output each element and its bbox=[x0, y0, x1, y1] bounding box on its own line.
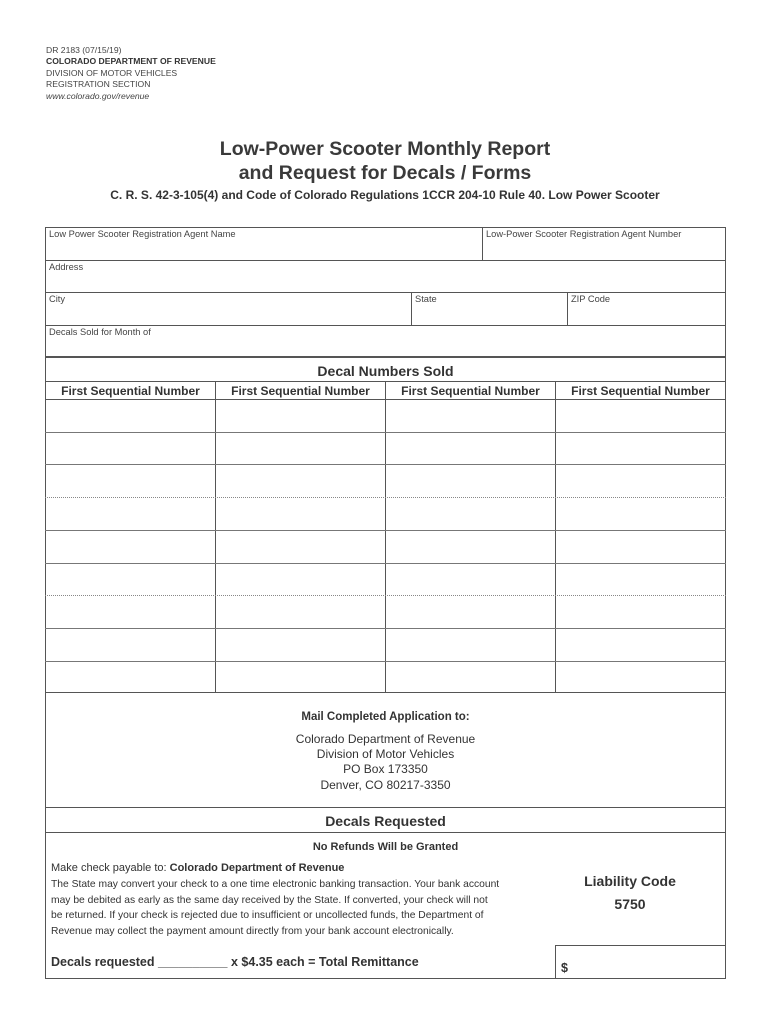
payable-prefix: Make check payable to: bbox=[51, 862, 170, 874]
form-subtitle: C. R. S. 42-3-105(4) and Code of Colorado Regulations 1CCR 204-10 Rule 40. Low Power Scooter bbox=[110, 188, 660, 202]
decal-number-cell[interactable] bbox=[556, 531, 725, 562]
form-number: DR 2183 (07/15/19) bbox=[46, 45, 122, 55]
zip-field[interactable]: ZIP Code bbox=[571, 294, 611, 304]
decal-number-cell[interactable] bbox=[386, 531, 554, 562]
decals-requested-heading: Decals Requested bbox=[325, 813, 446, 829]
city-field[interactable]: City bbox=[49, 294, 66, 304]
decal-number-cell[interactable] bbox=[216, 400, 384, 431]
mail-address-line2: Division of Motor Vehicles bbox=[316, 747, 455, 761]
column-header-4: First Sequential Number bbox=[571, 384, 710, 398]
decal-number-cell[interactable] bbox=[386, 564, 554, 595]
liability-code-value: 5750 bbox=[614, 896, 646, 912]
payable-to: Colorado Department of Revenue bbox=[169, 862, 345, 874]
decal-number-cell[interactable] bbox=[216, 564, 384, 595]
decal-number-cell[interactable] bbox=[46, 629, 214, 660]
notice-line2: may be debited as early as the same day received by the State. If converted, your check will not bbox=[51, 894, 488, 906]
decal-number-cell[interactable] bbox=[556, 596, 725, 627]
department-name: COLORADO DEPARTMENT OF REVENUE bbox=[46, 56, 216, 67]
decal-number-cell[interactable] bbox=[556, 400, 725, 431]
decal-number-cell[interactable] bbox=[216, 629, 384, 660]
decal-number-cell[interactable] bbox=[46, 531, 214, 562]
total-remittance-line[interactable]: Decals requested __________ x $4.35 each = Total Remittance bbox=[51, 955, 419, 969]
decal-number-cell[interactable] bbox=[46, 465, 214, 496]
decal-number-cell[interactable] bbox=[556, 629, 725, 660]
decal-number-cell[interactable] bbox=[46, 498, 214, 529]
decal-number-cell[interactable] bbox=[386, 400, 554, 431]
division-name: DIVISION OF MOTOR VEHICLES bbox=[46, 67, 178, 78]
decal-number-cell[interactable] bbox=[46, 400, 214, 431]
notice-line1: The State may convert your check to a one time electronic banking transaction. Your bank account bbox=[51, 879, 500, 890]
decal-numbers-heading: Decal Numbers Sold bbox=[317, 363, 454, 379]
address-field[interactable]: Address bbox=[49, 262, 84, 272]
decal-number-cell[interactable] bbox=[216, 531, 384, 562]
decal-number-cell[interactable] bbox=[216, 596, 384, 627]
decal-number-cell[interactable] bbox=[216, 662, 384, 693]
form-title-line2: and Request for Decals / Forms bbox=[238, 162, 532, 184]
decal-number-cell[interactable] bbox=[216, 465, 384, 496]
decal-number-cell[interactable] bbox=[216, 498, 384, 529]
agent-number-field[interactable]: Low-Power Scooter Registration Agent Number bbox=[486, 229, 682, 239]
form-header bbox=[46, 45, 216, 102]
state-field[interactable]: State bbox=[415, 294, 437, 304]
column-header-1: First Sequential Number bbox=[61, 384, 200, 398]
form-title-line1: Low-Power Scooter Monthly Report bbox=[219, 138, 551, 160]
payable-line bbox=[51, 861, 541, 877]
decal-number-cell[interactable] bbox=[46, 662, 214, 693]
decal-number-cell[interactable] bbox=[386, 498, 554, 529]
mail-address-line3: PO Box 173350 bbox=[343, 762, 428, 776]
agent-name-field[interactable]: Low Power Scooter Registration Agent Name bbox=[49, 229, 236, 239]
notice-line3: be returned. If your check is rejected due to insufficient or uncollected funds, the Department of bbox=[51, 910, 484, 921]
section-name: REGISTRATION SECTION bbox=[46, 79, 151, 90]
mail-heading: Mail Completed Application to: bbox=[301, 711, 470, 723]
decal-number-cell[interactable] bbox=[386, 629, 554, 660]
decal-number-cell[interactable] bbox=[46, 433, 214, 464]
decal-number-cell[interactable] bbox=[216, 433, 384, 464]
mail-address-line4: Denver, CO 80217-3350 bbox=[320, 778, 451, 792]
notice-line4: Revenue may collect the payment amount directly from your bank account electronically. bbox=[51, 925, 454, 937]
decal-number-cell[interactable] bbox=[556, 662, 725, 693]
total-remittance-field[interactable]: $ bbox=[561, 961, 568, 975]
conversion-notice bbox=[51, 877, 541, 939]
decal-number-cell[interactable] bbox=[46, 564, 214, 595]
liability-code-label: Liability Code bbox=[584, 873, 676, 889]
column-header-2: First Sequential Number bbox=[231, 384, 370, 398]
mail-address-line1: Colorado Department of Revenue bbox=[295, 732, 476, 746]
decal-number-cell[interactable] bbox=[386, 596, 554, 627]
decal-number-cell[interactable] bbox=[556, 498, 725, 529]
decal-number-cell[interactable] bbox=[386, 662, 554, 693]
decal-number-cell[interactable] bbox=[386, 433, 554, 464]
no-refunds-notice: No Refunds Will be Granted bbox=[312, 841, 459, 853]
column-header-3: First Sequential Number bbox=[401, 384, 540, 398]
decal-number-cell[interactable] bbox=[556, 465, 725, 496]
website-link[interactable]: www.colorado.gov/revenue bbox=[46, 90, 150, 101]
decal-number-cell[interactable] bbox=[556, 564, 725, 595]
decal-number-cell[interactable] bbox=[556, 433, 725, 464]
decal-number-cell[interactable] bbox=[386, 465, 554, 496]
decal-number-cell[interactable] bbox=[46, 596, 214, 627]
month-field[interactable]: Decals Sold for Month of bbox=[49, 327, 151, 337]
